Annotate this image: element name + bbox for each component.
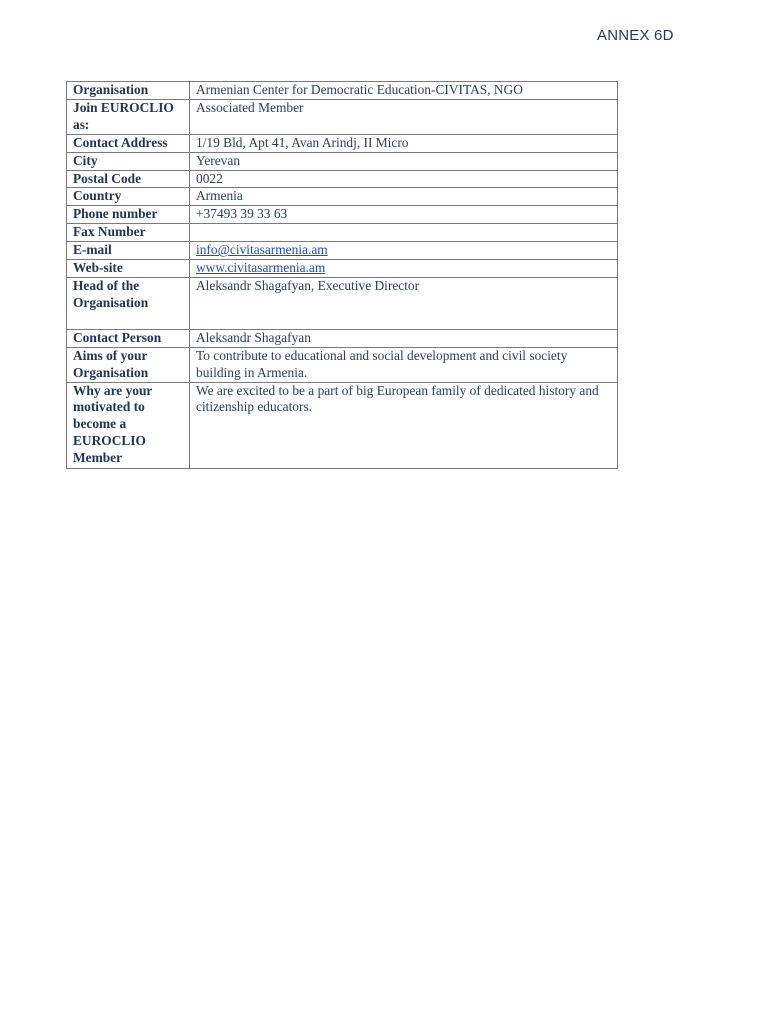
row-value: Armenia [190,188,618,206]
row-label: Join EUROCLIO as: [67,99,190,134]
row-value: To contribute to educational and social development and civil society building in Armenia. [190,347,618,382]
row-value: Aleksandr Shagafyan [190,329,618,347]
row-label: Aims of your Organisation [67,347,190,382]
row-value: 0022 [190,170,618,188]
form-row-contact-address [67,134,618,152]
row-value: Associated Member [190,99,618,134]
form-row-join-as [67,99,618,134]
membership-form-table [66,81,618,469]
form-row-country [67,188,618,206]
row-value: Armenian Center for Democratic Education-CIVITAS, NGO [190,82,618,100]
row-label: Head of the Organisation [67,277,190,329]
form-row-motivation [67,382,618,469]
form-row-aims [67,347,618,382]
email-link[interactable]: info@civitasarmenia.am [196,242,328,258]
row-label: Why are your motivated to become a EUROCLIO Member [67,382,190,469]
row-value [190,242,618,260]
form-row-postal-code [67,170,618,188]
row-label: E-mail [67,242,190,260]
row-value: +37493 39 33 63 [190,206,618,224]
form-row-head [67,277,618,329]
row-value: 1/19 Bld, Apt 41, Avan Arindj, II Micro [190,134,618,152]
form-row-email [67,242,618,260]
row-label: Contact Address [67,134,190,152]
row-label: Fax Number [67,224,190,242]
row-label: Web-site [67,260,190,278]
row-value: Yerevan [190,152,618,170]
form-row-website [67,260,618,278]
form-row-fax [67,224,618,242]
row-label: Phone number [67,206,190,224]
row-value: We are excited to be a part of big European family of dedicated history and citizenship educators. [190,382,618,469]
row-label: Postal Code [67,170,190,188]
form-row-phone [67,206,618,224]
form-row-contact-person [67,329,618,347]
website-link[interactable]: www.civitasarmenia.am [196,260,326,276]
form-row-city [67,152,618,170]
row-value: Aleksandr Shagafyan, Executive Director [190,277,618,329]
row-value [190,260,618,278]
row-label: Organisation [67,82,190,100]
row-label: Contact Person [67,329,190,347]
annex-label: ANNEX 6D [597,27,674,44]
form-row-organisation [67,82,618,100]
row-label: Country [67,188,190,206]
row-value [190,224,618,242]
row-label: City [67,152,190,170]
